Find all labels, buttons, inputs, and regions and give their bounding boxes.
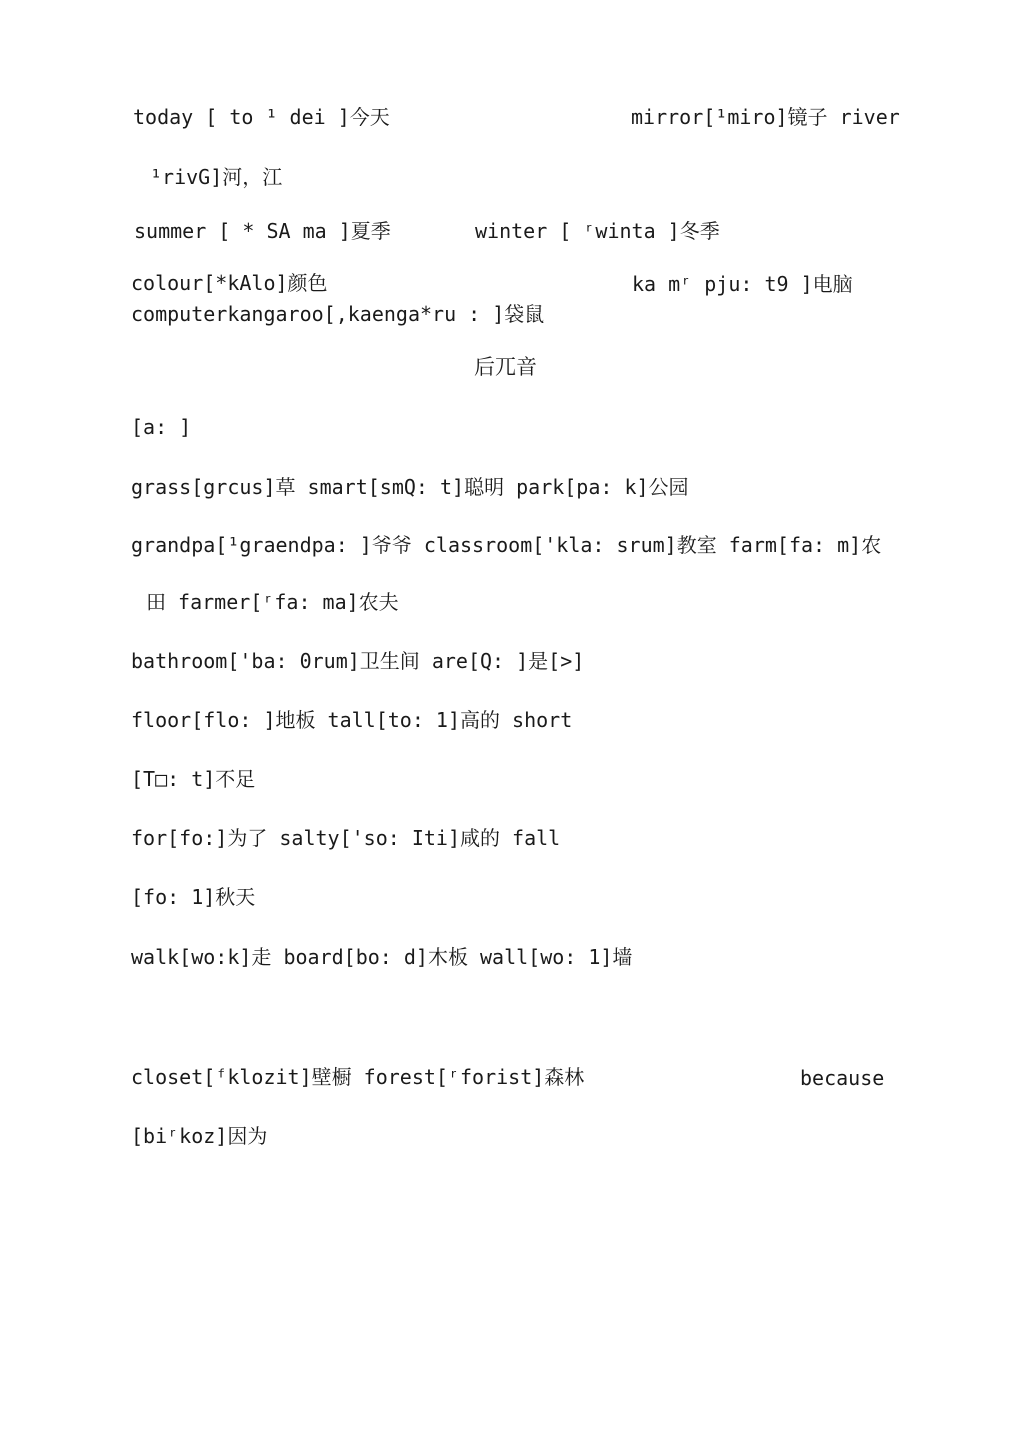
text-line-short: [T□: t]不足 [131,767,256,791]
text-line-mirror: mirror[¹miro]镜子 river [631,105,900,129]
text-line-closet: closet[ᶠklozit]壁橱 forest[ʳforist]森林 [131,1065,585,1089]
text-line-computer-phonetic: ka mʳ pju: t9 ]电脑 [632,272,853,296]
text-line-colour: colour[*kAlo]颜色 [131,271,328,295]
text-line-walk: walk[wo:k]走 board[bo: d]木板 wall[wo: 1]墙 [131,945,633,969]
text-line-floor: floor[flo: ]地板 tall[to: 1]高的 short [131,708,573,732]
text-line-grandpa: grandpa[¹graendpa: ]爷爷 classroom['kla: srum]教室 farm[fa: m]农 [131,533,882,557]
text-line-summer: summer [ * SA ma ]夏季 [134,219,391,243]
text-line-grass: grass[grcus]草 smart[smQ: t]聪明 park[pa: k]公园 [131,475,689,499]
text-line-fall: [fo: 1]秋天 [131,885,256,909]
text-line-kangaroo: computerkangaroo[,kaenga*ru : ]袋鼠 [131,302,545,326]
text-line-farmer: 田 farmer[ʳfa: ma]农夫 [146,590,399,614]
section-heading: 后兀音 [474,355,537,379]
text-line-today: today [ to ¹ dei ]今天 [133,105,390,129]
text-line-because-phonetic: [biʳkoz]因为 [131,1124,268,1148]
text-line-bathroom: bathroom['ba: 0rum]卫生间 are[Q: ]是[>] [131,649,585,673]
text-line-a-vowel: [a: ] [131,415,192,439]
text-line-for: for[fo:]为了 salty['so: Iti]咸的 fall [131,826,561,850]
text-line-because: because [800,1066,885,1090]
text-line-river: ¹rivG]河，江 [150,165,283,189]
text-line-winter: winter [ ʳwinta ]冬季 [475,219,720,243]
